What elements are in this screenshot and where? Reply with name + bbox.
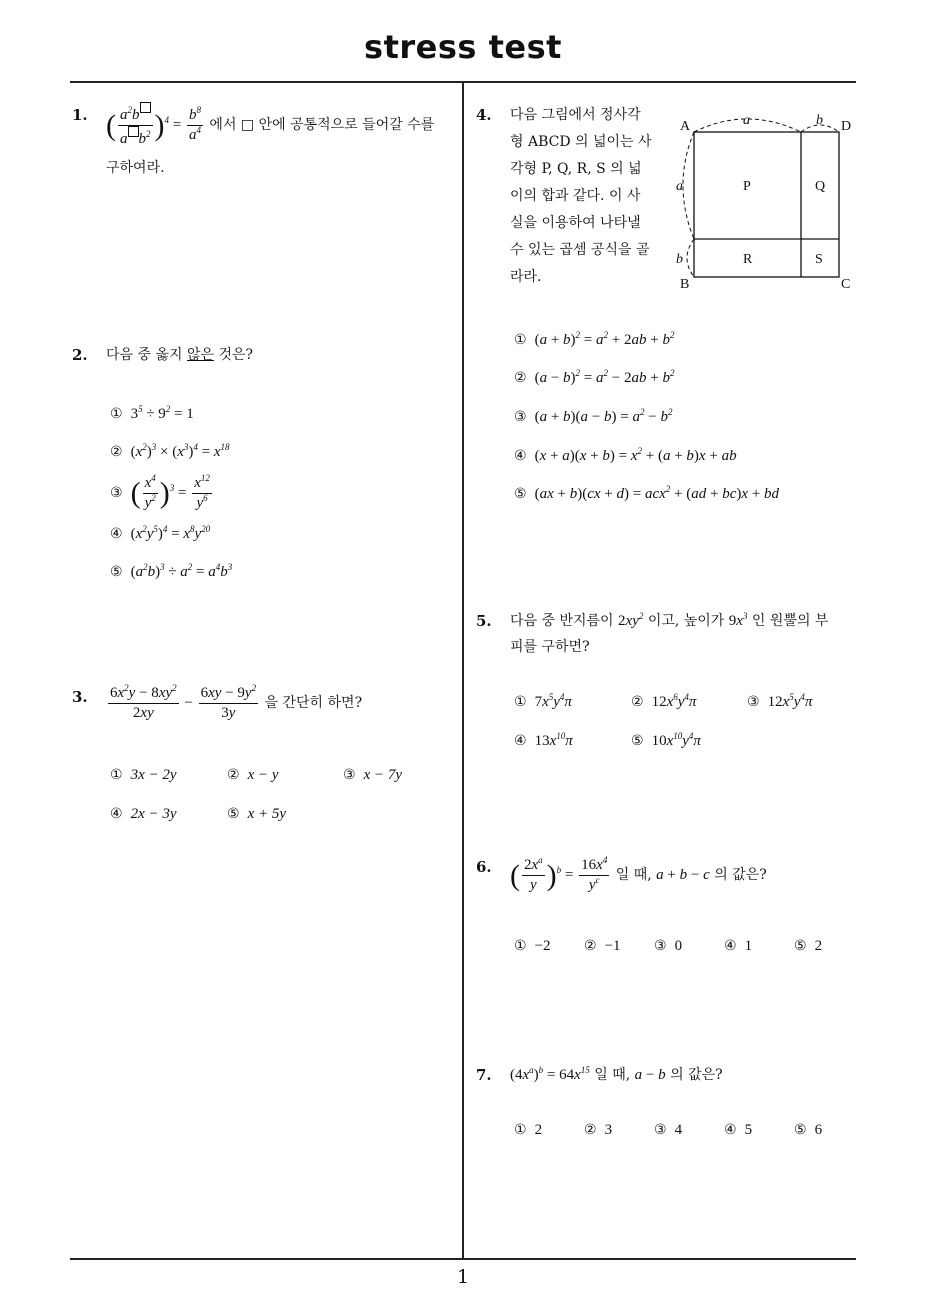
q3-option-2[interactable] (227, 767, 279, 784)
q7-option-2-mark: ② (584, 1122, 597, 1138)
q7-option-3-value: 4 (674, 1122, 683, 1138)
q4-square-figure (670, 108, 860, 293)
q7-option-2-value: 3 (604, 1122, 613, 1138)
q5-option-1-mark: ① (514, 694, 527, 710)
q7-option-5[interactable] (794, 1122, 822, 1139)
vertex-c-label: C (841, 277, 851, 292)
q2-prompt-a: 다음 중 옳지 (106, 347, 183, 363)
q3-option-2-expr: x − y (247, 767, 279, 783)
q3-option-5[interactable] (227, 806, 286, 823)
q5-prompt-line2: 피를 구하면? (510, 639, 590, 655)
q6-option-5[interactable] (794, 938, 822, 955)
q5-prompt-b: 이고, 높이가 (647, 613, 725, 629)
q4-option-3[interactable]: ③ $(a + b)(a - b) = a^2 - b^2$ (514, 407, 673, 425)
q7-option-5-value: 6 (814, 1122, 823, 1138)
q6-option-3-mark: ③ (654, 938, 667, 954)
q5-number: 5. (476, 612, 492, 630)
q6-option-2-mark: ② (584, 938, 597, 954)
q6-equation: ( $\frac{2x^a}{y}$ )$^b$ = $\frac{16x^4}{y^c}$ (510, 855, 608, 893)
q4-option-5[interactable]: ⑤ (ax + b)(cx + d) = acx$^2$ + (ad + bc)x + bd (514, 484, 780, 502)
top-b-label: b (816, 113, 823, 128)
q2-option-2[interactable]: ② $(x^2)^3 \times (x^3)^4 = x^{18}$ (110, 442, 230, 460)
q7-prompt-b: 의 값은? (670, 1067, 723, 1083)
q5-option-4[interactable]: ④ $13x^{10}\pi$ (514, 731, 573, 749)
q7-option-1[interactable] (514, 1122, 542, 1139)
q5-prompt: 다음 중 반지름이 $2xy^2$ 이고, 높이가 $9x^3$ 인 원뿔의 부 (510, 611, 829, 629)
page-number: 1 (456, 1266, 470, 1288)
q1-text (106, 102, 466, 149)
vertex-b-label: B (680, 277, 690, 292)
q3-option-2-mark: ② (227, 767, 240, 783)
q7-prompt-a: 일 때, (594, 1067, 631, 1083)
column-divider (462, 82, 464, 1259)
vertex-a-label: A (680, 119, 691, 134)
q6-option-1-mark: ① (514, 938, 527, 954)
q3-prompt-text: 을 간단히 하면? (264, 694, 363, 711)
q6-option-3-value: 0 (674, 938, 683, 954)
q5-option-2-mark: ② (631, 694, 644, 710)
q4-line-2: 형 ABCD 의 넓이는 사 (510, 134, 652, 150)
vertex-d-label: D (841, 119, 852, 134)
q7-option-4[interactable] (724, 1122, 752, 1139)
q7-option-5-mark: ⑤ (794, 1122, 807, 1138)
q6-option-1[interactable] (514, 938, 551, 955)
q3-option-1-expr: 3x − 2y (130, 767, 177, 783)
q4-option-2-mark: ② (514, 370, 527, 386)
q1-prompt-line2: 구하여라. (106, 160, 165, 176)
q5-option-5-mark: ⑤ (631, 733, 644, 749)
q7-prompt: $(4x^a)^b = 64x^{15}$ 일 때, a − b 의 값은? (510, 1065, 723, 1083)
q1-prompt: 에서 □ 안에 공통적으로 들어갈 수를 (209, 116, 435, 133)
region-r-label: R (743, 252, 753, 267)
q4-option-5-mark: ⑤ (514, 486, 527, 502)
q4-number: 4. (476, 106, 492, 124)
q2-option-1-mark: ① (110, 406, 123, 422)
q2-prompt (106, 342, 253, 369)
q1-equation: ( $\frac{a^2b}{a b^2}$ )$^4$ = $\frac{b^8}{a^4}$ (106, 117, 205, 133)
q2-prompt-b: 것은? (218, 347, 254, 363)
q2-option-5-mark: ⑤ (110, 564, 123, 580)
q3-option-1[interactable] (110, 767, 177, 784)
q6-option-4-value: 1 (744, 938, 753, 954)
q3-option-1-mark: ① (110, 767, 123, 783)
brace-left-b (687, 239, 694, 277)
page-title: stress test (364, 28, 562, 66)
q3-option-3-expr: x − 7y (363, 767, 402, 783)
q4-option-3-mark: ③ (514, 409, 527, 425)
q6-option-2-value: −1 (604, 938, 621, 954)
q6-option-3[interactable] (654, 938, 682, 955)
q5-option-2[interactable]: ② $12x^6y^4\pi$ (631, 692, 697, 710)
left-b-label: b (676, 252, 683, 267)
q3-expression: $\frac{6x^2y - 8xy^2}{2xy}$ − $\frac{6xy - 9y^2}{3y}$ (110, 683, 257, 721)
q5-option-5[interactable]: ⑤ $10x^{10}y^4\pi$ (631, 731, 701, 749)
q7-option-2[interactable] (584, 1122, 612, 1139)
q3-option-5-expr: x + 5y (247, 806, 286, 822)
q6-option-5-mark: ⑤ (794, 938, 807, 954)
q3-option-3-mark: ③ (343, 767, 356, 783)
q4-option-2[interactable]: ② $(a - b)^2 = a^2 - 2ab + b^2$ (514, 368, 675, 386)
q1-number: 1. (72, 106, 88, 124)
q4-option-1[interactable]: ① $(a + b)^2 = a^2 + 2ab + b^2$ (514, 330, 675, 348)
q2-option-1[interactable]: ① $3^5 \div 9^2 = 1$ (110, 404, 194, 422)
q3-option-3[interactable] (343, 767, 402, 784)
q4-line-4: 이의 합과 같다. 이 사 (510, 188, 641, 204)
q2-prompt-underlined: 않은 (186, 347, 215, 363)
q5-option-3[interactable]: ③ $12x^5y^4\pi$ (747, 692, 813, 710)
q6-prompt-b: 의 값은? (714, 866, 767, 883)
q3-option-4-expr: 2x − 3y (130, 806, 177, 822)
q5-option-3-mark: ③ (747, 694, 760, 710)
q2-option-3-mark: ③ (110, 484, 123, 501)
q4-option-1-mark: ① (514, 332, 527, 348)
q7-option-1-value: 2 (534, 1122, 543, 1138)
q7-number: 7. (476, 1066, 492, 1084)
q4-option-4-mark: ④ (514, 448, 527, 464)
q2-option-2-mark: ② (110, 444, 123, 460)
q7-option-3-mark: ③ (654, 1122, 667, 1138)
q6-prompt: ( $\frac{2x^a}{y}$ )$^b$ = $\frac{16x^4}{y^c}$ 일 때, a + b − c 의 값은? (510, 855, 767, 893)
left-a-label: a (676, 179, 683, 194)
q6-option-4[interactable] (724, 938, 752, 955)
q6-prompt-a: 일 때, (615, 866, 652, 883)
q7-option-3[interactable] (654, 1122, 682, 1139)
q7-option-1-mark: ① (514, 1122, 527, 1138)
q5-option-1[interactable]: ① $7x^5y^4\pi$ (514, 692, 572, 710)
q7-option-4-value: 5 (744, 1122, 753, 1138)
q6-option-2[interactable] (584, 938, 621, 955)
q2-number: 2. (72, 346, 88, 364)
q3-option-4[interactable] (110, 806, 177, 823)
q3-option-5-mark: ⑤ (227, 806, 240, 822)
q6-number: 6. (476, 858, 492, 876)
q3-prompt (106, 684, 362, 723)
top-a-label: a (743, 113, 750, 128)
region-s-label: S (815, 252, 823, 267)
q4-line-3: 각형 P, Q, R, S 의 넓 (510, 161, 642, 177)
q4-line-6: 수 있는 곱셈 공식을 골 (510, 242, 650, 258)
q4-line-7: 라라. (510, 269, 542, 285)
q3-number: 3. (72, 688, 88, 706)
brace-left-a (683, 132, 694, 239)
bottom-rule (70, 1258, 856, 1260)
q4-line-5: 실을 이용하여 나타낼 (510, 215, 641, 231)
q2-option-4[interactable]: ④ $(x^2y^5)^4 = x^8y^{20}$ (110, 524, 211, 542)
q6-option-1-value: −2 (534, 938, 551, 954)
region-q-label: Q (815, 179, 826, 194)
q4-option-4[interactable]: ④ $(x + a)(x + b) = x^2 + (a + b)x$ + ab (514, 446, 737, 464)
q2-option-4-mark: ④ (110, 526, 123, 542)
q5-option-4-mark: ④ (514, 733, 527, 749)
q2-option-3[interactable]: ③ ( $\frac{x^4}{y^2}$ )$^3$ = $\frac{x^{12}}{y^6}$ (110, 473, 210, 511)
q7-option-4-mark: ④ (724, 1122, 737, 1138)
q4-prompt (510, 102, 670, 291)
q6-option-5-value: 2 (814, 938, 823, 954)
q5-prompt-a: 다음 중 반지름이 (510, 613, 614, 629)
q3-option-4-mark: ④ (110, 806, 123, 822)
q5-prompt-c: 인 원뿔의 부 (751, 613, 829, 629)
region-p-label: P (743, 179, 751, 194)
q6-option-4-mark: ④ (724, 938, 737, 954)
q2-option-5[interactable]: ⑤ $(a^2b)^3 \div a^2 = a^4b^3$ (110, 562, 233, 580)
q4-line-1: 다음 그림에서 정사각 (510, 107, 641, 123)
